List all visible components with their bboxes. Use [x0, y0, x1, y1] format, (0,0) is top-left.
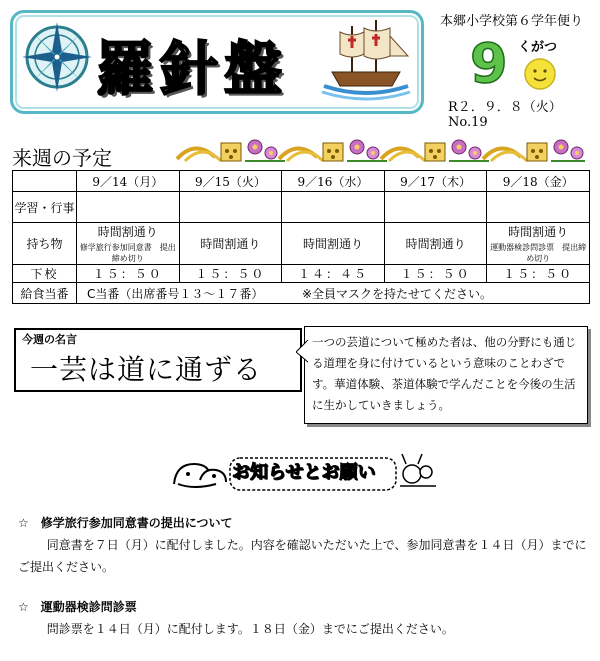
table-row [13, 283, 590, 304]
leave-time: １４：４５ [282, 265, 385, 283]
quote-explanation: 一つの芸道について極めた者は、他の分野にも通じる道理を身に付けているという意味のことわざです。華道体験、茶道体験で学んだことを今後の生活に生かしていきましょう。 [312, 335, 577, 412]
newsletter-title: 羅針盤 [96, 35, 289, 103]
leave-time: １５：５０ [384, 265, 487, 283]
month-reading: くがつ [518, 40, 558, 55]
bring-main: 時間割通り [200, 237, 261, 251]
bring-cell [384, 223, 487, 265]
day-header: 9／15（火） [179, 171, 282, 192]
notice-item-body: 問診票を１４日（月）に配付します。１８日（金）までにご提出ください。 [46, 622, 454, 636]
leave-time: １５：５０ [77, 265, 180, 283]
study-cell [384, 192, 487, 223]
notice-item-heading: ☆ 運動器検診問診票 [18, 600, 137, 614]
sailing-ship-icon [318, 16, 414, 102]
study-cell [282, 192, 385, 223]
leave-time: １５：５０ [487, 265, 590, 283]
bring-main: 時間割通り [302, 237, 363, 251]
lunch-duty: C当番（出席番号１３～１７番） [87, 286, 264, 301]
day-header: 9／18（金） [487, 171, 590, 192]
bring-main: 時間割通り [97, 225, 158, 239]
school-name: 本郷小学校第６学年便り [440, 14, 584, 29]
table-corner-cell [13, 171, 77, 192]
notice-item-body: 同意書を７日（月）に配付しました。内容を確認いただいた上で、参加同意書を１４日（月）までにご提出ください。 [18, 538, 587, 574]
month-number: 9 [470, 32, 508, 95]
flower-border-decoration [175, 133, 585, 165]
day-header: 9／16（水） [282, 171, 385, 192]
moon-icon [520, 54, 560, 94]
table-row [13, 265, 590, 283]
bring-main: 時間割通り [405, 237, 466, 251]
bring-main: 時間割通り [508, 225, 569, 239]
notice-item-heading: ☆ 修学旅行参加同意書の提出について [18, 516, 233, 530]
row-label-lunch: 給食当番 [13, 283, 77, 304]
row-label-bring: 持ち物 [13, 223, 77, 265]
bring-cell [487, 223, 590, 265]
table-row [13, 223, 590, 265]
bring-cell [179, 223, 282, 265]
bring-cell [77, 223, 180, 265]
study-cell [179, 192, 282, 223]
issue-date: R２．９．８（火）No.19 [448, 100, 562, 130]
compass-icon [18, 18, 96, 96]
weekly-schedule-table [12, 170, 590, 304]
table-row [13, 171, 590, 192]
bring-note: 運動器検診問診票 提出締め切り [490, 243, 587, 263]
table-row [13, 192, 590, 223]
leave-time: １５：５０ [179, 265, 282, 283]
study-cell [487, 192, 590, 223]
day-header: 9／17（木） [384, 171, 487, 192]
speech-pointer [296, 340, 308, 364]
row-label-leave: 下校 [13, 265, 77, 283]
notice-title: お知らせとお願い [232, 462, 376, 483]
bring-note: 修学旅行参加同意書 提出締め切り [79, 243, 176, 263]
lunch-duty-cell [77, 283, 590, 304]
row-label-study: 学習・行事 [13, 192, 77, 223]
lunch-note: ※全員マスクを持たせてください。 [302, 286, 493, 301]
study-cell [77, 192, 180, 223]
day-header: 9／14（月） [77, 171, 180, 192]
schedule-heading: 来週の予定 [12, 146, 112, 170]
quote-label: 今週の名言 [22, 333, 77, 346]
quote-text: 一芸は道に通ずる [30, 353, 263, 386]
bring-cell [282, 223, 385, 265]
